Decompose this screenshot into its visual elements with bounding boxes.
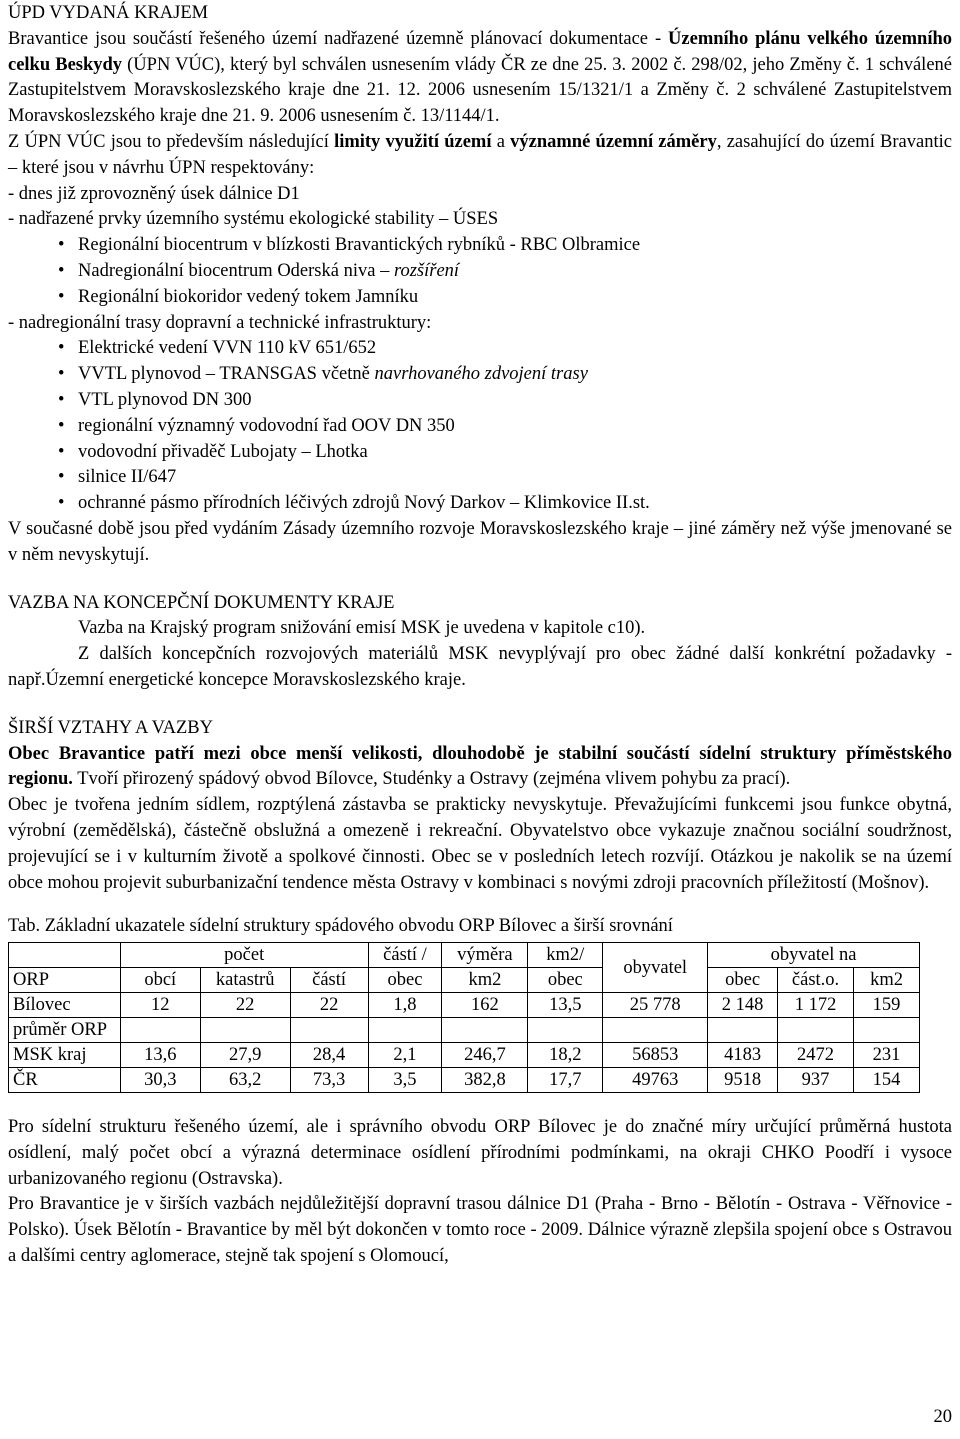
table-header-cell: km2 [854,968,920,993]
table-cell: 162 [442,993,528,1018]
table-header-row [9,943,920,968]
text-span: Tvoří přirozený spádový obvod Bílovce, Studénky a Ostravy (zejména vlivem pohybu za prací). [72,769,791,790]
table-cell: 1 172 [778,993,854,1018]
paragraph: V současné době jsou před vydáním Zásady územního rozvoje Moravskoslezského kraje – jiné záměry než výše jmenované se v něm nevyskytují. [8,518,952,565]
bold-text: Územního plánu velkého územního celku Beskydy [8,28,952,75]
table-cell [778,1018,854,1043]
section-heading-vazba: VAZBA NA KONCEPČNÍ DOKUMENTY KRAJE [8,592,395,613]
bullet-list-infrastructure [8,336,952,517]
table-cell: 2 148 [708,993,778,1018]
paragraph: Z dalších koncepčních rozvojových materiálů MSK nevyplývají pro obec žádné další konkrétní požadavky - např.Územní energetické koncepce Moravskoslezského kraje. [8,644,952,690]
table-cell: 13,5 [528,993,603,1018]
table-cell: 25 778 [603,993,708,1018]
table-cell [442,1018,528,1043]
table-header-cell: obyvatel na [708,943,920,968]
table-header-cell: částí / [368,943,442,968]
table-cell: 13,6 [120,1043,200,1068]
list-line: - dnes již zprovozněný úsek dálnice D1 [8,183,300,204]
table-header-cell: výměra [442,943,528,968]
table-header-cell: km2 [442,968,528,993]
table-header-cell: obec [528,968,603,993]
table-row-label: ČR [9,1068,121,1093]
paragraph: Obec je tvořena jedním sídlem, rozptýlená zástavba se prakticky nevyskytuje. Převažujícími funkcemi jsou funkce obytná, výrobní (zemědělská), částečně obslužná a omezeně i rekreační. Obyvatelstvo obce vykazuje značnou sociální soudržnost, projevující se i v kulturním životě a spolkové činnosti. Obec se v posledních letech rozvíjí. Otázkou je nakolik se na území obce mohou projevit suburbanizační tendence města Ostravy v kombinaci s novými zdroji pracovních příležitostí (Mošnov). [8,795,952,893]
paragraph: Pro Bravantice je v širších vazbách nejdůležitější dopravní trasou dálnice D1 (Praha - Brno - Bělotín - Ostrava - Věřnovice - Polsko). Úsek Bělotín - Bravantice by měl být dokončen v tomto roce - 2009. Dálnice výrazně zlepšila spojení obce s Ostravou a dalšími centry aglomerace, stejně tak spojení s Olomoucí, [8,1194,952,1267]
table-header-cell: obyvatel [603,943,708,993]
bold-text: limity využití území [334,131,492,152]
list-item: • regionální významný vodovodní řad OOV DN 350 [58,414,952,440]
table-header-cell: částí [290,968,368,993]
table-cell: 2,1 [368,1043,442,1068]
table-header-cell: katastrů [200,968,290,993]
bold-text: významné územní záměry [510,131,717,152]
table-cell [528,1018,603,1043]
table-cell: 27,9 [200,1043,290,1068]
section-heading-upd: ÚPD VYDANÁ KRAJEM [8,3,209,23]
table-cell: 12 [120,993,200,1018]
table-row [9,1068,920,1093]
section-heading-sirsi-vztahy: ŠIRŠÍ VZTAHY A VAZBY [8,717,213,738]
table-cell: 159 [854,993,920,1018]
table-cell: 2472 [778,1043,854,1068]
data-table [8,942,920,1093]
page-number: 20 [933,1407,952,1428]
table-cell: 937 [778,1068,854,1093]
table-cell: 382,8 [442,1068,528,1093]
list-item: • vodovodní přivaděč Lubojaty – Lhotka [58,440,952,466]
list-item: • Elektrické vedení VVN 110 kV 651/652 [58,336,952,362]
table-row [9,993,920,1018]
table-cell [290,1018,368,1043]
table-row [9,1043,920,1068]
paragraph [8,742,952,794]
table-cell: 56853 [603,1043,708,1068]
bold-text: Obec Bravantice patří mezi obce menší velikosti, dlouhodobě je stabilní součástí sídelní struktury příměstského regionu. [8,743,952,790]
table-cell: 231 [854,1043,920,1068]
table-cell: 3,5 [368,1068,442,1093]
list-item: • ochranné pásmo přírodních léčivých zdrojů Nový Darkov – Klimkovice II.st. [58,491,952,517]
table-cell: 4183 [708,1043,778,1068]
paragraph: Vazba na Krajský program snižování emisí MSK je uvedena v kapitole c10). [78,618,646,639]
table-cell: 9518 [708,1068,778,1093]
document-page [0,1,960,1439]
table-cell [120,1018,200,1043]
table-cell [200,1018,290,1043]
table-cell: 73,3 [290,1068,368,1093]
table-row-label: Bílovec [9,993,121,1018]
text-span: , zasahující do území Bravantic – které jsou v návrhu ÚPN respektovány: [8,131,952,178]
paragraph [8,130,952,182]
table-cell: 246,7 [442,1043,528,1068]
table-cell: 17,7 [528,1068,603,1093]
table-cell [708,1018,778,1043]
text-span: Z ÚPN VÚC jsou to především následující [8,131,335,152]
table-header-cell: obcí [120,968,200,993]
paragraph: Pro sídelní strukturu řešeného území, ale i správního obvodu ORP Bílovec je do značné míry určující průměrná hustota osídlení, malý počet obcí a výrazná determinace osídlení přírodními podmínkami, na okraji CHKO Poodří i vysoce urbanizovaného regionu (Ostravska). [8,1117,952,1189]
table-cell [603,1018,708,1043]
list-item: • Nadregionální biocentrum Oderská niva – rozšíření [58,259,952,285]
table-row-label: MSK kraj [9,1043,121,1068]
table-cell [854,1018,920,1043]
table-cell: 1,8 [368,993,442,1018]
table-cell [368,1018,442,1043]
list-item: • Regionální biocentrum v blízkosti Bravantických rybníků - RBC Olbramice [58,233,952,259]
table-cell: 49763 [603,1068,708,1093]
table-cell: 154 [854,1068,920,1093]
table-cell: 28,4 [290,1043,368,1068]
table-caption: Tab. Základní ukazatele sídelní struktury spádového obvodu ORP Bílovec a širší srovnání [8,916,673,937]
table-row-label: průměr ORP [9,1018,121,1043]
table-header-cell: ORP [9,968,121,993]
table-header-cell: počet [120,943,368,968]
table-row [9,1018,920,1043]
paragraph [8,27,952,130]
table-header-cell: obec [368,968,442,993]
table-cell: 18,2 [528,1043,603,1068]
table-cell: 63,2 [200,1068,290,1093]
bullet-list-uses [8,233,952,310]
text-span: Bravantice jsou součástí řešeného území nadřazené územně plánovací dokumentace - [8,28,669,49]
table-header-cell: část.o. [778,968,854,993]
table-cell: 22 [290,993,368,1018]
list-line: - nadřazené prvky územního systému ekologické stability – ÚSES [8,209,499,230]
text-span: (ÚPN VÚC), který byl schválen usnesením vlády ČR ze dne 25. 3. 2002 č. 298/02, jeho Změny č. 1 schválené Zastupitelstvem Moravskoslezského kraje dne 21. 12. 2006 usnesením 15/1321/1 a Změny č. 2 schválené Zastupitelstvem Moravskoslezského kraje dne 21. 9. 2006 usnesením č. 13/1144/1. [8,54,952,127]
list-line: - nadregionální trasy dopravní a technické infrastruktury: [8,312,432,333]
table-cell: 22 [200,993,290,1018]
table-header-cell: km2/ [528,943,603,968]
list-item: • VVTL plynovod – TRANSGAS včetně navrhovaného zdvojení trasy [58,362,952,388]
table-header-cell: obec [708,968,778,993]
list-item: • silnice II/647 [58,465,952,491]
list-item: • VTL plynovod DN 300 [58,388,952,414]
table-cell: 30,3 [120,1068,200,1093]
text-span: a [491,131,511,152]
list-item: • Regionální biokoridor vedený tokem Jamníku [58,285,952,311]
table-header-row [9,968,920,993]
